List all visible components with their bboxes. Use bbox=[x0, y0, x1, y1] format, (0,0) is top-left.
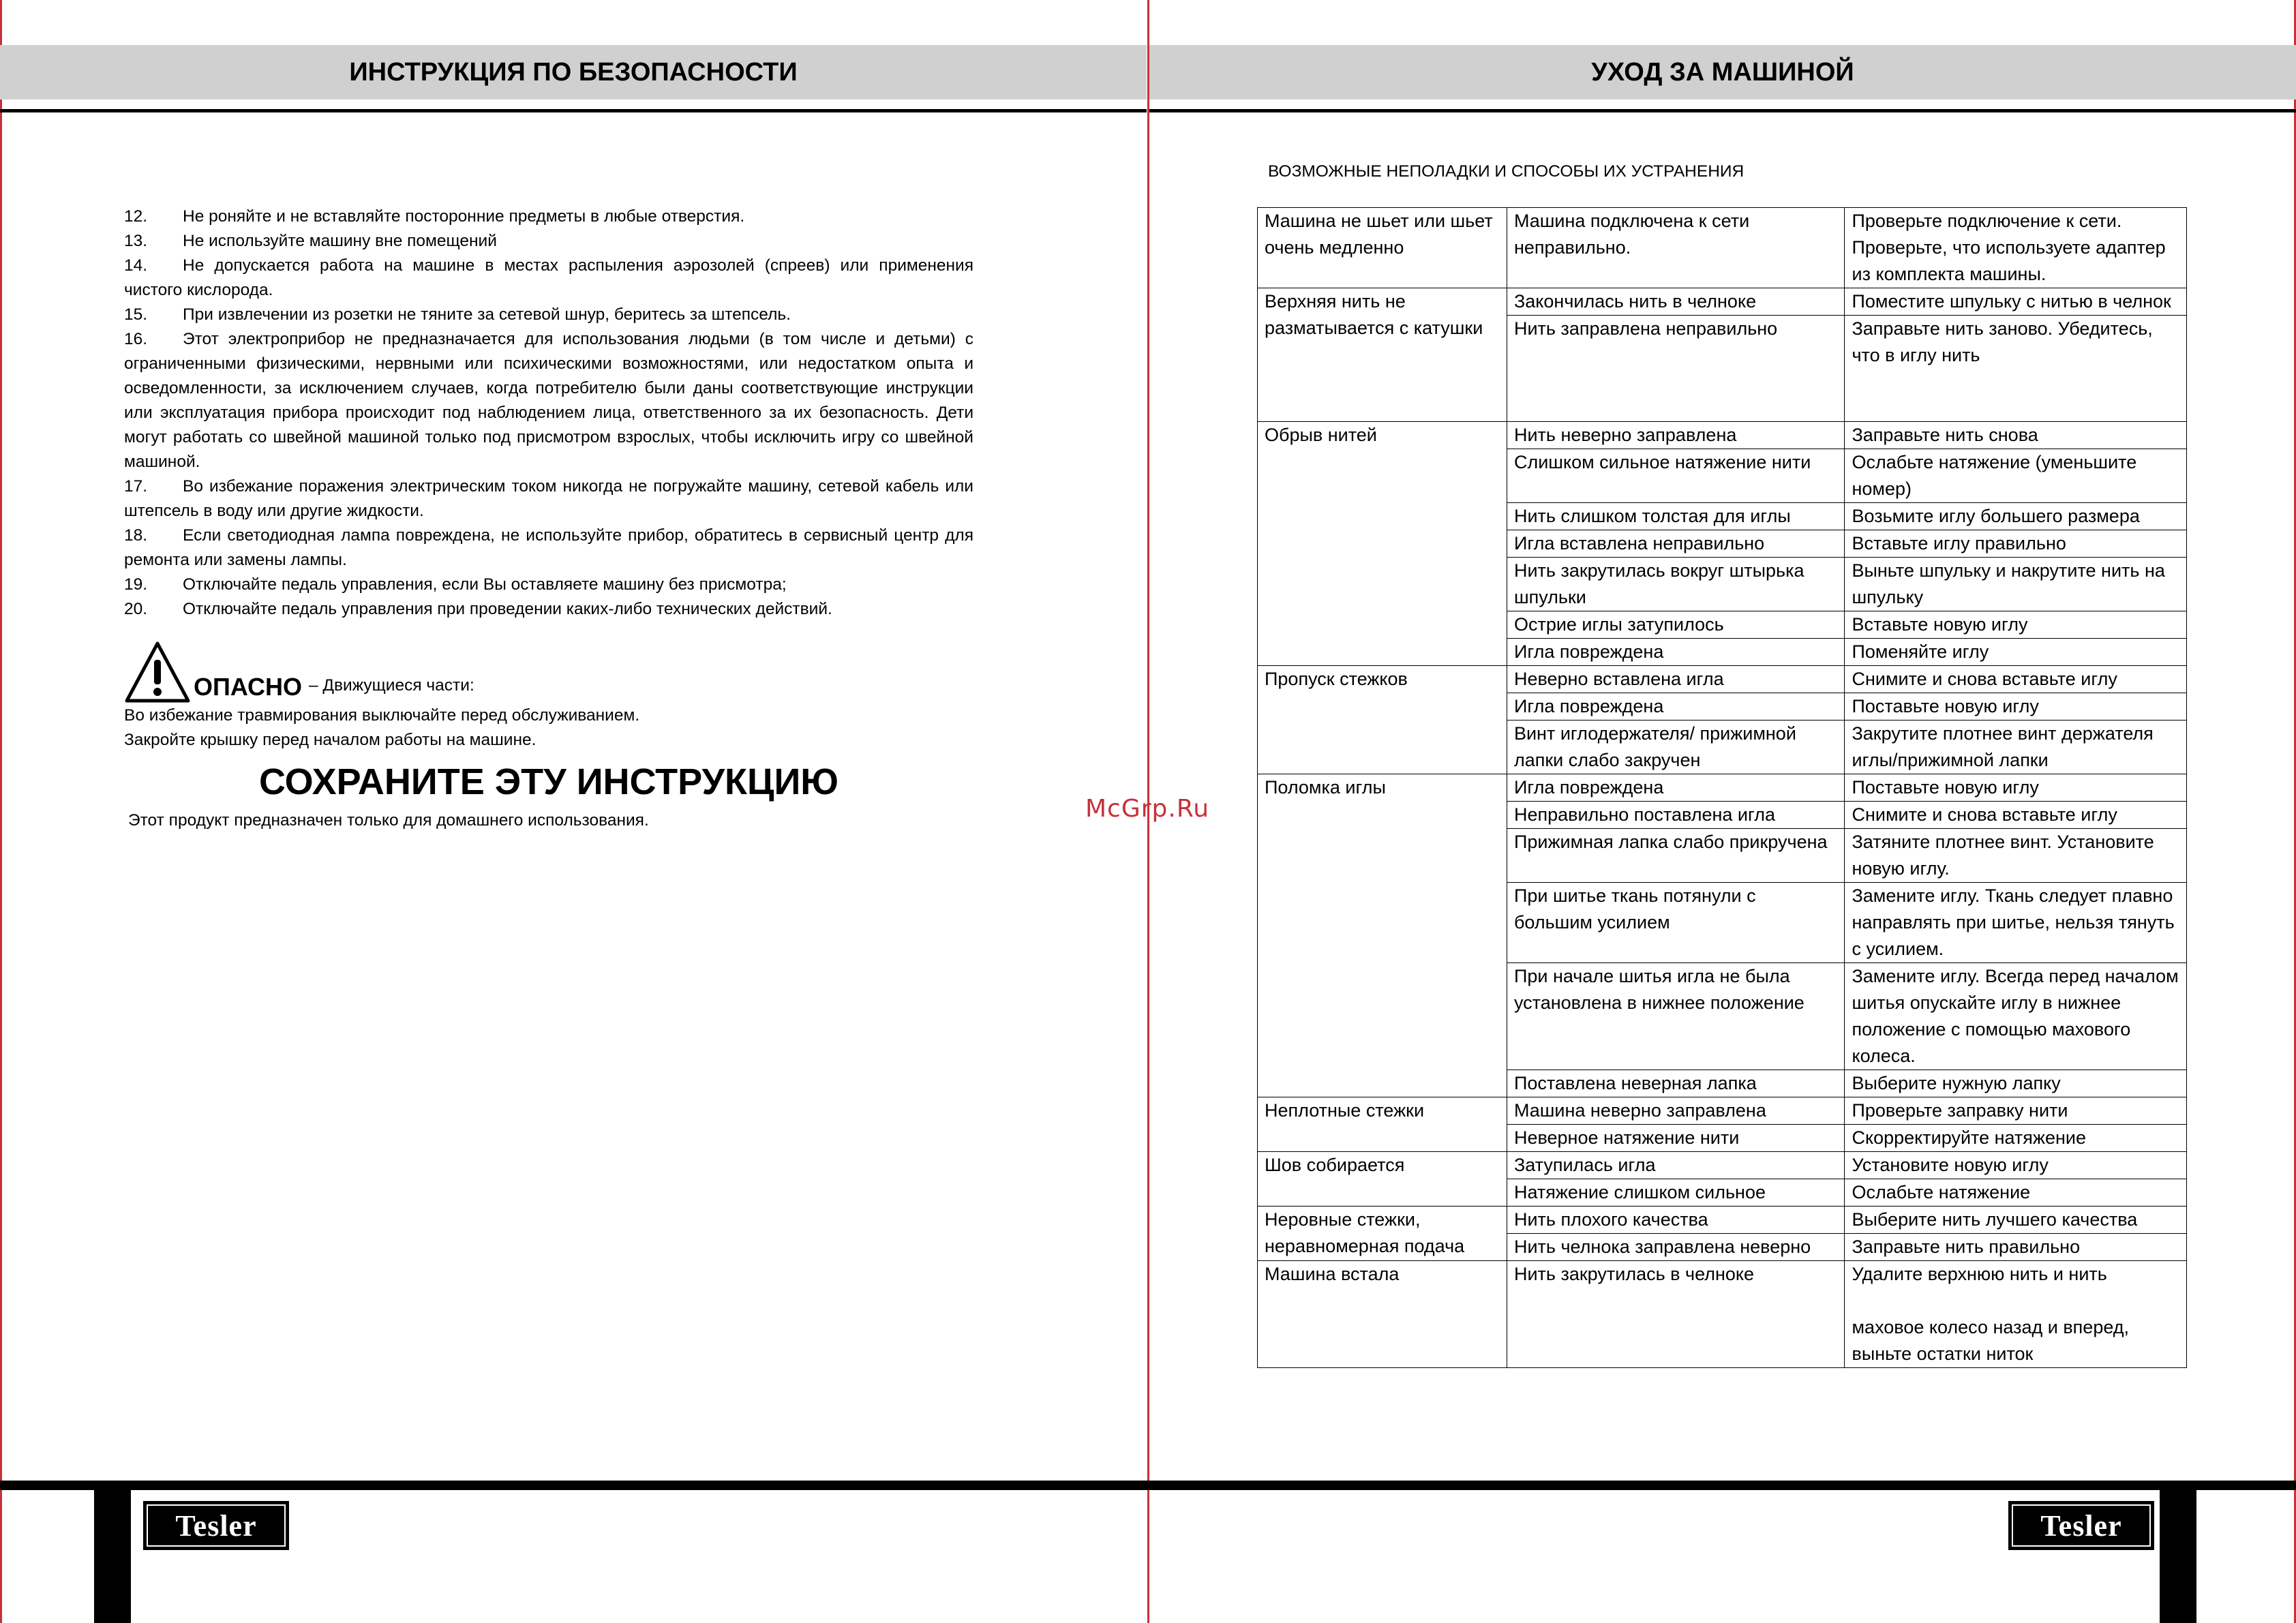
table-row bbox=[1258, 208, 2187, 288]
fix-cell: Поместите шпульку с нитью в челнок bbox=[1845, 288, 2187, 316]
cause-cell: Игла повреждена bbox=[1507, 774, 1845, 802]
warning-triangle-icon bbox=[124, 641, 191, 703]
table-row bbox=[1258, 1097, 2187, 1125]
cause-cell: Нить плохого качества bbox=[1507, 1207, 1845, 1234]
cause-cell: Затупилась игла bbox=[1507, 1152, 1845, 1179]
safety-item: 14. Не допускается работа на машине в местах распыления аэрозолей (спреев) или применения чистого кислорода. bbox=[124, 256, 973, 299]
left-header-band bbox=[0, 45, 1147, 100]
cause-cell: Натяжение слишком сильное bbox=[1507, 1179, 1845, 1207]
table-row bbox=[1258, 422, 2187, 449]
problem-cell: Неплотные стежки bbox=[1258, 1097, 1507, 1152]
cause-cell: Игла вставлена неправильно bbox=[1507, 530, 1845, 558]
danger-label: ОПАСНО bbox=[194, 673, 302, 701]
fix-cell: Вставьте иглу правильно bbox=[1845, 530, 2187, 558]
save-instructions-title: СОХРАНИТЕ ЭТУ ИНСТРУКЦИЮ bbox=[259, 761, 839, 802]
left-footer-column bbox=[94, 1490, 131, 1623]
danger-subtitle: – Движущиеся части: bbox=[308, 676, 474, 695]
safety-item: 19. Отключайте педаль управления, если Вы оставляете машину без присмотра; bbox=[124, 575, 787, 594]
right-page-number: 17 bbox=[2168, 1504, 2186, 1523]
cause-cell: Винт иглодержателя/ прижимной лапки слабо закручен bbox=[1507, 721, 1845, 774]
cause-cell: Нить слишком толстая для иглы bbox=[1507, 503, 1845, 530]
problem-cell: Машина не шьет или шьет очень медленно bbox=[1258, 208, 1507, 288]
safety-item: 20. Отключайте педаль управления при проведении каких-либо технических действий. bbox=[124, 600, 832, 618]
cause-cell: Поставлена неверная лапка bbox=[1507, 1070, 1845, 1097]
problem-cell: Неровные стежки, неравномерная подача bbox=[1258, 1207, 1507, 1261]
fix-cell: Замените иглу. Всегда перед началом шитья опускайте иглу в нижнее положение с помощью махового колеса. bbox=[1845, 963, 2187, 1070]
fix-cell: Замените иглу. Ткань следует плавно направлять при шитье, нельзя тянуть с усилием. bbox=[1845, 883, 2187, 963]
fix-cell: Поменяйте иглу bbox=[1845, 639, 2187, 666]
table-row bbox=[1258, 1207, 2187, 1234]
fix-cell: Затяните плотнее винт. Установите новую иглу. bbox=[1845, 829, 2187, 883]
fix-cell: Ослабьте натяжение (уменьшите номер) bbox=[1845, 449, 2187, 503]
troubleshooting-table bbox=[1257, 207, 2187, 1368]
cause-cell: Неправильно поставлена игла bbox=[1507, 802, 1845, 829]
cause-cell: Закончилась нить в челноке bbox=[1507, 288, 1845, 316]
cause-cell: Нить челнока заправлена неверно bbox=[1507, 1234, 1845, 1261]
cause-cell: Нить заправлена неправильно bbox=[1507, 316, 1845, 422]
fix-cell: Выньте шпульку и накрутите нить на шпульку bbox=[1845, 558, 2187, 611]
fix-cell: Поставьте новую иглу bbox=[1845, 774, 2187, 802]
cause-cell: Слишком сильное натяжение нити bbox=[1507, 449, 1845, 503]
table-row bbox=[1258, 288, 2187, 316]
tesler-logo: Tesler bbox=[143, 1501, 289, 1550]
fix-cell: Заправьте нить заново. Убедитесь, что в иглу нить bbox=[1845, 316, 2187, 422]
cause-cell: Игла повреждена bbox=[1507, 639, 1845, 666]
household-note: Этот продукт предназначен только для домашнего использования. bbox=[128, 811, 649, 830]
safety-item: 12. Не роняйте и не вставляйте посторонние предметы в любые отверстия. bbox=[124, 207, 745, 226]
cause-cell: Машина подключена к сети неправильно. bbox=[1507, 208, 1845, 288]
right-header-rule bbox=[1149, 109, 2296, 112]
fix-cell: Выберите нить лучшего качества bbox=[1845, 1207, 2187, 1234]
footer-bar bbox=[0, 1481, 2296, 1490]
right-header-band bbox=[1149, 45, 2296, 100]
fix-cell: Заправьте нить снова bbox=[1845, 422, 2187, 449]
cause-cell: Неверно вставлена игла bbox=[1507, 666, 1845, 693]
danger-heading bbox=[124, 641, 976, 703]
problem-cell: Шов собирается bbox=[1258, 1152, 1507, 1207]
fix-cell: Установите новую иглу bbox=[1845, 1152, 2187, 1179]
table-row bbox=[1258, 666, 2187, 693]
danger-line-2: Закройте крышку перед началом работы на машине. bbox=[124, 731, 537, 749]
fix-cell: Проверьте подключение к сети. Проверьте, что используете адаптер из комплекта машины. bbox=[1845, 208, 2187, 288]
fix-cell: Заправьте нить правильно bbox=[1845, 1234, 2187, 1261]
problem-cell: Машина встала bbox=[1258, 1261, 1507, 1368]
left-page-number: 4 bbox=[104, 1504, 112, 1523]
cause-cell: Игла повреждена bbox=[1507, 693, 1845, 721]
left-header-rule bbox=[0, 109, 1147, 112]
watermark: McGrp.Ru bbox=[1085, 795, 1210, 823]
left-page-title: ИНСТРУКЦИЯ ПО БЕЗОПАСНОСТИ bbox=[349, 58, 798, 87]
fix-cell: Снимите и снова вставьте иглу bbox=[1845, 666, 2187, 693]
table-row bbox=[1258, 774, 2187, 802]
table-row bbox=[1258, 1152, 2187, 1179]
fix-cell: Вставьте новую иглу bbox=[1845, 611, 2187, 639]
cause-cell: При начале шитья игла не была установлена в нижнее положение bbox=[1507, 963, 1845, 1070]
cause-cell: Нить закрутилась в челноке bbox=[1507, 1261, 1845, 1368]
danger-line-1: Во избежание травмирования выключайте перед обслуживанием. bbox=[124, 706, 640, 725]
cause-cell: Нить закрутилась вокруг штырька шпульки bbox=[1507, 558, 1845, 611]
problem-cell: Пропуск стежков bbox=[1258, 666, 1507, 774]
fix-cell: Проверьте заправку нити bbox=[1845, 1097, 2187, 1125]
right-page-title: УХОД ЗА МАШИНОЙ bbox=[1591, 58, 1854, 87]
fix-cell: Возьмите иглу большего размера bbox=[1845, 503, 2187, 530]
troubleshooting-title: ВОЗМОЖНЫЕ НЕПОЛАДКИ И СПОСОБЫ ИХ УСТРАНЕНИЯ bbox=[1268, 162, 1744, 181]
fix-cell: Скорректируйте натяжение bbox=[1845, 1125, 2187, 1152]
fix-cell: Поставьте новую иглу bbox=[1845, 693, 2187, 721]
cause-cell: Нить неверно заправлена bbox=[1507, 422, 1845, 449]
danger-block bbox=[124, 641, 976, 753]
safety-item: 15. При извлечении из розетки не тяните за сетевой шнур, беритесь за штепсель. bbox=[124, 305, 791, 324]
fix-cell: Закрутите плотнее винт держателя иглы/прижимной лапки bbox=[1845, 721, 2187, 774]
fix-cell: Ослабьте натяжение bbox=[1845, 1179, 2187, 1207]
safety-item: 18. Если светодиодная лампа повреждена, не используйте прибор, обратитесь в сервисный центр для ремонта или замены лампы. bbox=[124, 526, 973, 569]
problem-cell: Верхняя нить не разматывается с катушки bbox=[1258, 288, 1507, 422]
fix-cell: Удалите верхнюю нить и нить маховое колесо назад и вперед, выньте остатки ниток bbox=[1845, 1261, 2187, 1368]
cause-cell: При шитье ткань потянули с большим усилием bbox=[1507, 883, 1845, 963]
cause-cell: Неверное натяжение нити bbox=[1507, 1125, 1845, 1152]
problem-cell: Поломка иглы bbox=[1258, 774, 1507, 1097]
fix-cell: Выберите нужную лапку bbox=[1845, 1070, 2187, 1097]
safety-item: 16. Этот электроприбор не предназначается для использования людьми (в том числе и детьми) с ограниченными физическими, нервными или психическими возможностями, или недостатком опыта и осведомленности, за исключением случаев, когда потребителю были даны соответствующие инструкции или эксплуатация прибора происходит под наблюдением лица, ответственного за их безопасность. Дети могут работать со швейной машиной только под присмотром взрослых, чтобы исключить игру со швейной машиной. bbox=[124, 330, 973, 471]
safety-items bbox=[124, 204, 973, 622]
tesler-logo: Tesler bbox=[2008, 1501, 2154, 1550]
table-row bbox=[1258, 1261, 2187, 1368]
cause-cell: Машина неверно заправлена bbox=[1507, 1097, 1845, 1125]
problem-cell: Обрыв нитей bbox=[1258, 422, 1507, 666]
fix-cell: Снимите и снова вставьте иглу bbox=[1845, 802, 2187, 829]
safety-item: 17. Во избежание поражения электрическим током никогда не погружайте машину, сетевой кабель или штепсель в воду или другие жидкости. bbox=[124, 477, 973, 520]
cause-cell: Прижимная лапка слабо прикручена bbox=[1507, 829, 1845, 883]
cause-cell: Острие иглы затупилось bbox=[1507, 611, 1845, 639]
safety-item: 13. Не используйте машину вне помещений bbox=[124, 232, 497, 250]
